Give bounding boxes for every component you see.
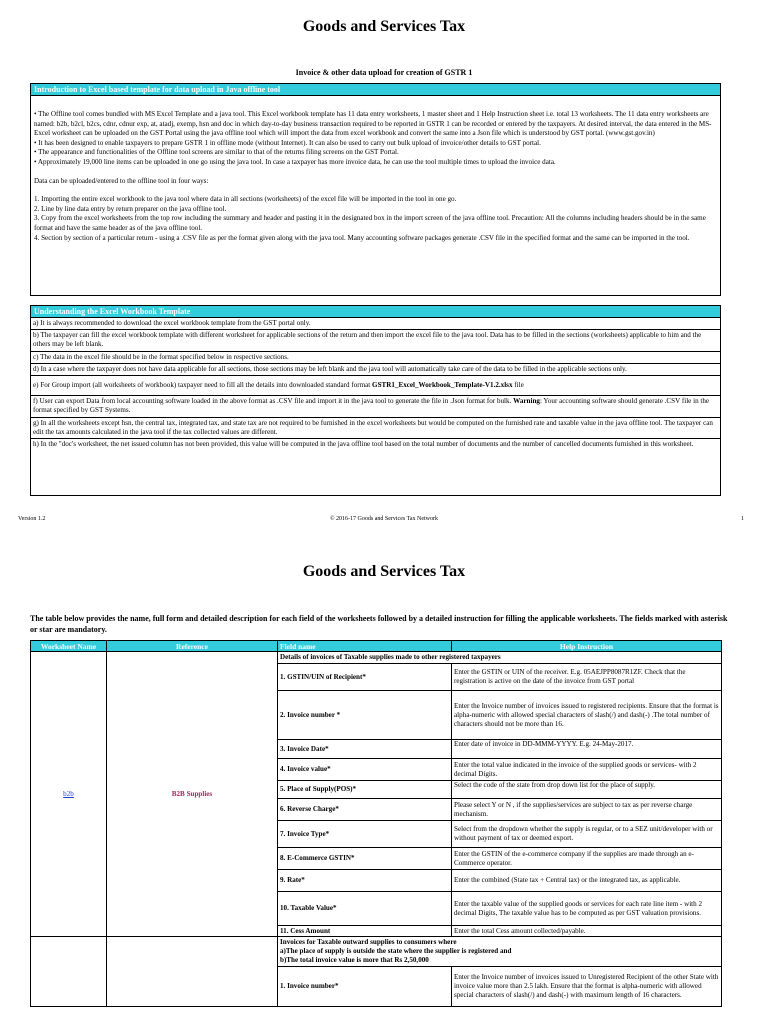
group-heading-line: a)The place of supply is outside the state where the supplier is registered and	[280, 947, 512, 955]
template-item	[31, 396, 720, 417]
footer-copyright: © 2016-17 Goods and Services Tax Network	[329, 516, 438, 522]
way-item: 1. Importing the entire excel workbook to the java tool where data in all sections (worksheets) of the excel file will be imported in the tool in one go.	[34, 195, 457, 204]
help-instruction: Enter date of invoice in DD-MMM-YYYY. E.g. 24-May-2017.	[452, 740, 722, 759]
intro-section	[30, 83, 721, 296]
field-name: 3. Invoice Date*	[278, 740, 452, 759]
template-item: h) In the "doc's worksheet, the net issued column has not been provided, this value will be computed in the java offline tool based on the total number of documents and the number of cancelled documents furnished in this worksheet.	[33, 440, 694, 449]
way-item: 2. Line by line data entry by return preparer on the java offline tool.	[34, 204, 227, 213]
footer-version: Version 1.2	[18, 516, 46, 522]
template-item: b) The taxpayer can fill the excel workbook template with different worksheet for applicable sections of the return and then import the excel file to the java tool. Data has to be filled in the sections (worksheets) applicable to him and the others may be left blank.	[31, 330, 720, 351]
template-item-text: file	[512, 381, 524, 390]
field-name: 8. E-Commerce GSTIN*	[278, 848, 452, 870]
header-reference: Reference	[107, 641, 278, 652]
template-item-text: : Your accounting software should generate .CSV file in the format specified by GST Systems.	[33, 397, 710, 415]
help-instruction: Enter the total value indicated in the invoice of the supplied goods or services- with 2 decimal Digits.	[452, 759, 722, 781]
template-item: g) In all the worksheets except hsn, the central tax, integrated tax, and state tax are not required to be furnished in the excel worksheets but would be computed on the furnished rate and taxable value in the java offline tool. The taxpayer can edit the tax amounts calculated in the java tool if the tax collected values are different.	[31, 418, 720, 439]
field-name: 11. Cess Amount	[278, 926, 452, 937]
intro-section-body	[31, 96, 720, 243]
help-instruction: Enter the Invoice number of invoices issued to registered recipients. Ensure that the format is alpha-numeric with allowed special characters of slash(/) and dash(-) .The total number of characters should not be more than 16.	[452, 691, 722, 740]
way-item: 3. Copy from the excel worksheets from the top row including the summary and header and pasting it in the designated box in the import screen of the java offline tool. Precaution: All the columns including headers should be in the same format and have the same header as of the java offline tool.	[34, 214, 706, 232]
help-instruction: Enter the GSTIN of the e-commerce company if the supplies are made through an e-Commerce operator.	[452, 848, 722, 870]
field-name: 5. Place of Supply(POS)*	[278, 781, 452, 799]
template-item-text: e) For Group import (all worksheets of workbook) taxpayer need to fill all the details into downloaded standard format	[33, 381, 373, 390]
field-name: 1. GSTIN/UIN of Recipient*	[278, 664, 452, 691]
field-name: 7. Invoice Type*	[278, 821, 452, 848]
header-worksheet: Worksheet Name	[31, 641, 107, 652]
template-section	[30, 305, 721, 496]
page-title: Goods and Services Tax	[302, 18, 466, 35]
template-item: d) In a case where the taxpayer does not have data applicable for all sections, those sections may be left blank and the java tool will automatically take care of the data to be filled in the applicable sections only.	[31, 364, 720, 376]
ways-intro: Data can be uploaded/entered to the offline tool in four ways:	[34, 176, 209, 185]
worksheet-link-b2b[interactable]	[31, 652, 107, 937]
field-name: 4. Invoice value*	[278, 759, 452, 781]
template-item-text: f) User can export Data from local accounting software loaded in the above format as .CSV file and import it in the java tool to generate the file in .Json format for bulk.	[33, 397, 514, 406]
table-header-row	[31, 641, 722, 652]
reference-b2b: B2B Supplies	[107, 652, 278, 937]
worksheet-link-label[interactable]: b2b	[63, 789, 74, 798]
header-field: Field name	[278, 641, 452, 652]
table-row	[31, 937, 722, 967]
template-item: c) The data in the excel file should be in the format specified below in respective sections.	[31, 352, 720, 364]
help-instruction: Select the code of the state from drop down list for the place of supply.	[452, 781, 722, 799]
intro-paragraph: • The appearance and functionalities of the Offline tool screens are similar to that of the returns filing screens on the GST Portal.	[34, 148, 399, 157]
group-heading-line: b)The total invoice value is more that Rs 2,50,000	[280, 956, 429, 964]
help-instruction: Enter the taxable value of the supplied goods or services for each rate line item - with 2 decimal Digits, The taxable value has to be computed as per GST valuation provisions.	[452, 892, 722, 926]
footer-page-number: 1	[741, 516, 744, 522]
field-name: 9. Rate*	[278, 870, 452, 892]
template-section-heading: Understanding the Excel Workbook Template	[31, 306, 720, 318]
intro-paragraph: • The Offline tool comes bundled with MS Excel Template and a java tool. This Excel workbook template has 11 data entry worksheets, 1 master sheet and 1 Help Instruction sheet i.e. total 13 worksheets. The 11 data entry worksheets are named: b2b, b2cl, b2cs, cdnr, cdnur exp, at, atadj, exemp, hsn and doc in which day-to-day business transaction required to be reported in GSTR 1 can be recorded or entered by the taxpayers. At desired interval, the data entered in the MS-Excel worksheet can be uploaded on the GST Portal using the java offline tool which will import the data from excel workbook and convert the same into a Json file which is understood by GST portal. (www.gst.gov.in)	[34, 110, 712, 138]
template-filename: GSTR1_Excel_Workbook_Template-V1.2.xlsx	[372, 381, 513, 390]
group-heading	[278, 937, 722, 967]
help-instruction: Please select Y or N , if the supplies/services are subject to tax as per reverse charge mechanism.	[452, 799, 722, 821]
field-name: 10. Taxable Value*	[278, 892, 452, 926]
help-instruction: Enter the GSTIN or UIN of the receiver. E.g. 05AEJPP8087R1ZF. Check that the registration is active on the date of the invoice from GST portal	[452, 664, 722, 691]
field-name: 1. Invoice number*	[278, 967, 452, 1007]
field-name: 2. Invoice number *	[278, 691, 452, 740]
help-instruction: Select from the dropdown whether the supply is regular, or to a SEZ unit/developer with or without payment of tax or deemed export.	[452, 821, 722, 848]
intro-paragraph: • Approximately 19,000 line items can be uploaded in one go using the java tool. In case a taxpayer has more invoice data, he can use the tool multiple times to upload the invoice data.	[34, 157, 556, 166]
page-title: Goods and Services Tax	[302, 563, 466, 580]
help-instruction: Enter the Invoice number of invoices issued to Unregistered Recipient of the other State with invoice value more than 2.5 lakh. Ensure that the format is alpha-numeric with allowed special characters of slash(/) and dash(-) with maximum length of 16 characters.	[452, 967, 722, 1007]
worksheet-cell	[31, 937, 107, 1007]
template-item: a) It is always recommended to download the excel workbook template from the GST portal only.	[31, 318, 720, 330]
template-item	[31, 376, 720, 396]
document-subtitle: Invoice & other data upload for creation of GSTR 1	[295, 68, 473, 77]
group-heading: Details of invoices of Taxable supplies made to other registered taxpayers	[278, 652, 722, 664]
reference-cell	[107, 937, 278, 1007]
header-help: Help Instruction	[452, 641, 722, 652]
field-table	[30, 640, 722, 1007]
intro-paragraph: • It has been designed to enable taxpayers to prepare GSTR 1 in offline mode (without Internet). It can also be used to carry out bulk upload of invoice/other details to GST portal.	[34, 138, 541, 147]
intro-section-heading: Introduction to Excel based template for data upload in Java offline tool	[31, 84, 720, 96]
help-instruction: Enter the combined (State tax + Central tax) or the integrated tax, as applicable.	[452, 870, 722, 892]
table-row	[31, 652, 722, 664]
group-heading-line: Invoices for Taxable outward supplies to consumers where	[280, 938, 457, 946]
table-intro: The table below provides the name, full form and detailed description for each field of the worksheets followed by a detailed instruction for filling the applicable worksheets. The fields marked with asterisk or star are mandatory.	[30, 614, 728, 634]
field-name: 6. Reverse Charge*	[278, 799, 452, 821]
warning-label: Warning	[513, 397, 540, 406]
way-item: 4. Section by section of a particular return - using a .CSV file as per the format given along with the java tool. Many accounting software packages generate .CSV file in the specified format and the same can be imported in the tool.	[34, 233, 690, 242]
help-instruction: Enter the total Cess amount collected/payable.	[452, 926, 722, 937]
